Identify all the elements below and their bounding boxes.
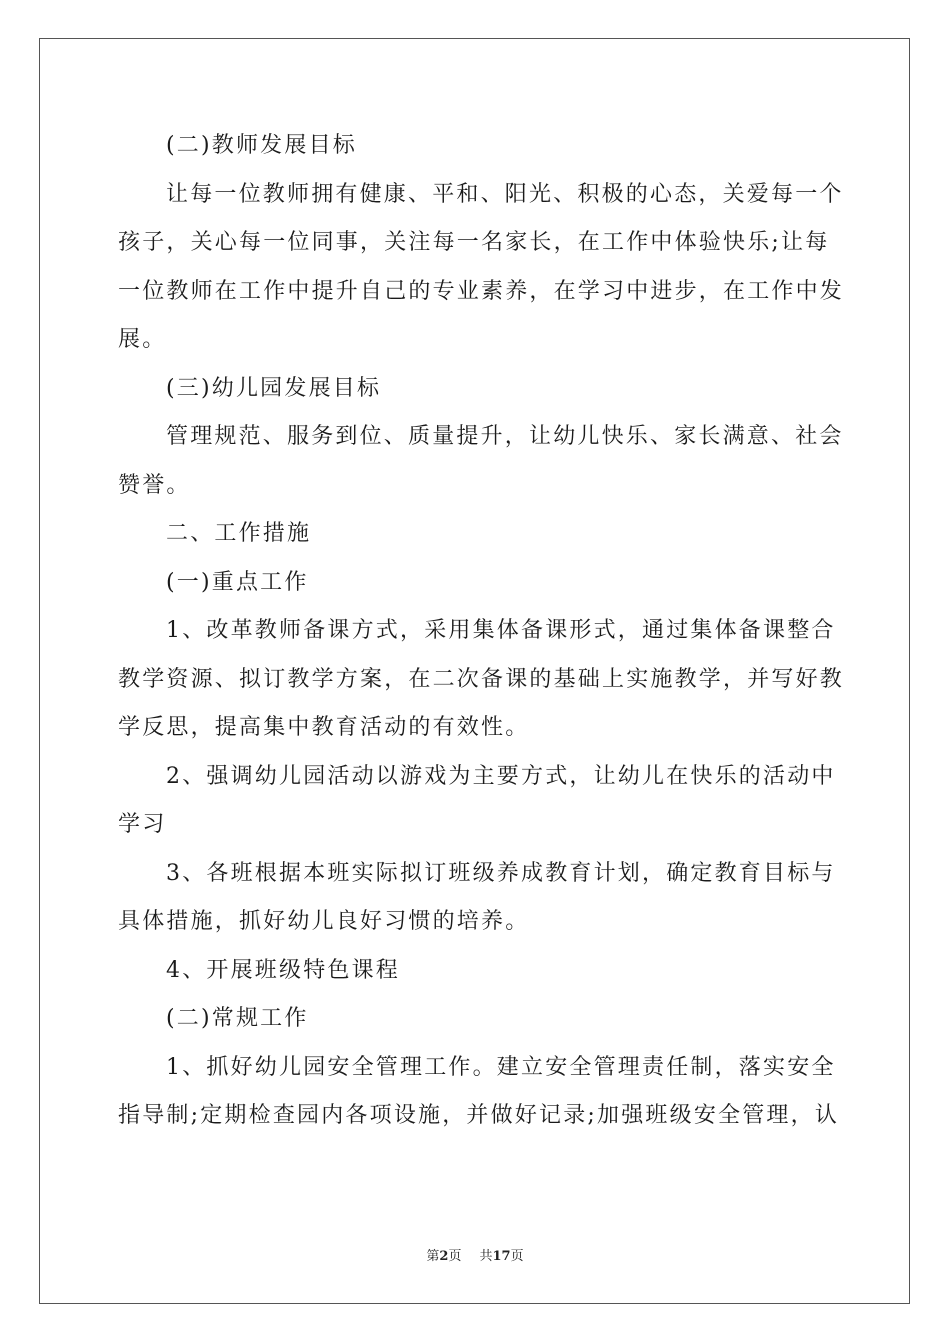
page-suffix: 页: [448, 1249, 462, 1264]
section-heading: 二、工作措施: [166, 521, 312, 546]
section-heading: (二)教师发展目标: [166, 133, 357, 158]
paragraph-line: 学习: [118, 812, 167, 837]
paragraph-line: 1、抓好幼儿园安全管理工作。建立安全管理责任制，落实安全: [166, 1054, 836, 1080]
paragraph-line: 赞誉。: [118, 472, 191, 498]
paragraph-line: 孩子，关心每一位同事，关注每一名家长，在工作中体验快乐;让每: [118, 230, 830, 255]
paragraph-line: 3、各班根据本班实际拟订班级养成教育计划，确定教育目标与: [166, 860, 836, 886]
paragraph-line: 4、开展班级特色课程: [166, 957, 400, 983]
paragraph-line: 1、改革教师备课方式，采用集体备课形式，通过集体备课整合: [166, 618, 836, 643]
paragraph-line: 教学资源、拟订教学方案，在二次备课的基础上实施教学，并写好教: [118, 666, 845, 692]
paragraph-line: 让每一位教师拥有健康、平和、阳光、积极的心态，关爱每一个: [166, 181, 844, 207]
page-number: 2: [439, 1249, 449, 1264]
total-pages: 17: [492, 1249, 511, 1264]
paragraph-line: 2、强调幼儿园活动以游戏为主要方式，让幼儿在快乐的活动中: [166, 763, 836, 789]
section-heading: (三)幼儿园发展目标: [166, 375, 382, 401]
paragraph-line: 一位教师在工作中提升自己的专业素养，在学习中进步，在工作中发: [118, 278, 845, 304]
section-heading: (一)重点工作: [166, 569, 309, 595]
paragraph-line: 学反思，提高集中教育活动的有效性。: [118, 715, 530, 740]
paragraph-line: 展。: [118, 327, 167, 352]
total-prefix: 共: [479, 1249, 493, 1264]
section-heading: (二)常规工作: [166, 1006, 309, 1031]
paragraph-line: 具体措施，抓好幼儿良好习惯的培养。: [118, 909, 530, 934]
document-body: [118, 122, 845, 1141]
page-prefix: 第: [426, 1249, 440, 1264]
paragraph-line: 管理规范、服务到位、质量提升，让幼儿快乐、家长满意、社会: [166, 424, 844, 449]
paragraph-line: 指导制;定期检查园内各项设施，并做好记录;加强班级安全管理，认: [118, 1103, 840, 1128]
total-suffix: 页: [510, 1249, 524, 1264]
page-footer: [0, 1245, 950, 1264]
